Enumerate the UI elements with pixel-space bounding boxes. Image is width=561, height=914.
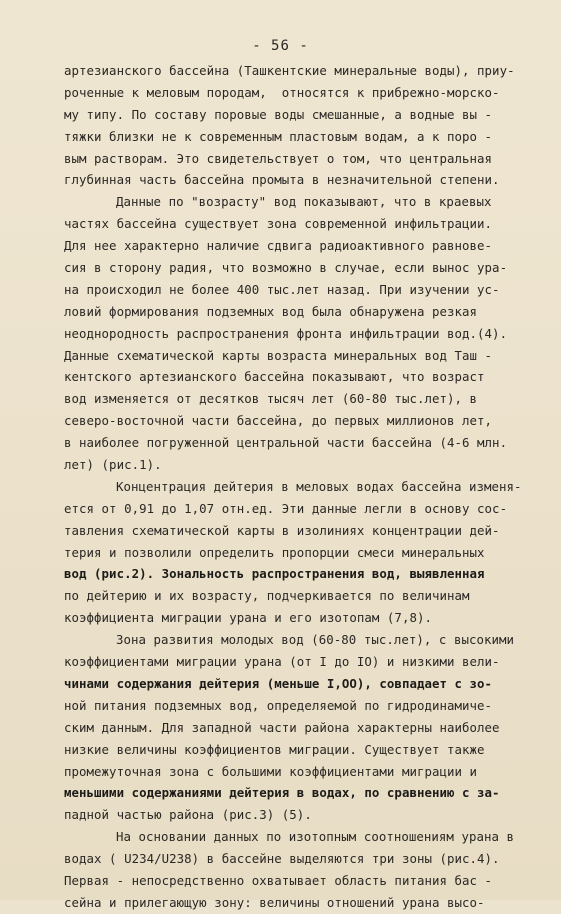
text-line: роченные к меловым породам, относятся к прибрежно-морско- <box>64 84 500 100</box>
text-line: сейна и прилегающую зону: величины отношений урана высо- <box>64 894 485 910</box>
text-line: ной питания подземных вод, определяемой по гидродинамиче- <box>64 697 493 713</box>
text-line: Данные схематической карты возраста минеральных вод Таш - <box>64 347 493 363</box>
text-line: сия в сторону радия, что возможно в случае, если вынос ура- <box>64 260 508 276</box>
text-line: артезианского бассейна (Ташкентские минеральные воды), приу- <box>64 63 515 78</box>
text-line: Зона развития молодых вод (60-80 тыс.лет), с высокими <box>116 632 515 648</box>
text-line: на происходил не более 400 тыс.лет назад. При изучении ус- <box>64 281 500 297</box>
text-line: неоднородность распространения фронта инфильтрации вод.(4). <box>64 325 508 341</box>
text-line: Для нее характерно наличие сдвига радиоактивного равнове- <box>64 238 493 254</box>
text-line: Первая - непосредственно охватывает область питания бас - <box>64 872 493 888</box>
text-line: кентского артезианского бассейна показывают, что возраст <box>64 369 485 385</box>
text-line: коэффициента миграции урана и его изотопам (7,8). <box>64 610 432 626</box>
text-line: вым растворам. Это свидетельствует о том, что центральная <box>64 150 493 166</box>
text-line: лет) (рис.1). <box>64 457 162 473</box>
text-line: меньшими содержаниями дейтерия в водах, по сравнению с за- <box>64 785 500 801</box>
text-line: частях бассейна существует зона современной инфильтрации. <box>64 216 493 232</box>
text-line: ским данным. Для западной части района характерны наиболее <box>64 719 500 735</box>
text-line: тавления схематической карты в изолиниях концентрации дей- <box>64 522 500 538</box>
text-line: ется от 0,91 до 1,07 отн.ед. Эти данные легли в основу сос- <box>64 500 508 516</box>
text-line: в наиболее погруженной центральной части бассейна (4-6 млн. <box>64 435 508 451</box>
text-line: На основании данных по изотопным соотношениям урана в <box>116 829 515 845</box>
text-line: му типу. По составу поровые воды смешанные, а водные вы - <box>64 106 493 122</box>
text-line: глубинная часть бассейна промыта в незначительной степени. <box>64 172 500 188</box>
text-line: Концентрация дейтерия в меловых водах бассейна изменя- <box>116 478 522 494</box>
text-line: водах ( U234/U238) в бассейне выделяются три зоны (рис.4). <box>64 851 500 867</box>
text-line: промежуточная зона с большими коэффициентами миграции и <box>64 763 478 779</box>
text-line: падной частью района (рис.3) (5). <box>64 807 312 823</box>
text-line: терия и позволили определить пропорции смеси минеральных <box>64 544 485 560</box>
text-line: низкие величины коэффициентов миграции. Существует также <box>64 741 485 757</box>
text-line: вод изменяется от десятков тысяч лет (60-80 тыс.лет), в <box>64 391 478 407</box>
text-line: ловий формирования подземных вод была обнаружена резкая <box>64 303 478 319</box>
text-line: северо-восточной части бассейна, до первых миллионов лет, <box>64 413 493 429</box>
text-line: чинами содержания дейтерия (меньше I,OO), совпадает с зо- <box>64 675 493 691</box>
text-line: тяжки близки не к современным пластовым водам, а к поро - <box>64 128 493 144</box>
page-number: - 56 - <box>252 38 309 54</box>
text-line: Данные по "возрасту" вод показывают, что в краевых <box>116 194 492 210</box>
text-line: вод (рис.2). Зональность распространения вод, выявленная <box>64 566 485 582</box>
text-line: по дейтерию и их возрасту, подчеркивается по величинам <box>64 588 470 604</box>
text-line: коэффициентами миграции урана (от I до IO) и низкими вели- <box>64 654 500 670</box>
document-body <box>64 60 542 914</box>
